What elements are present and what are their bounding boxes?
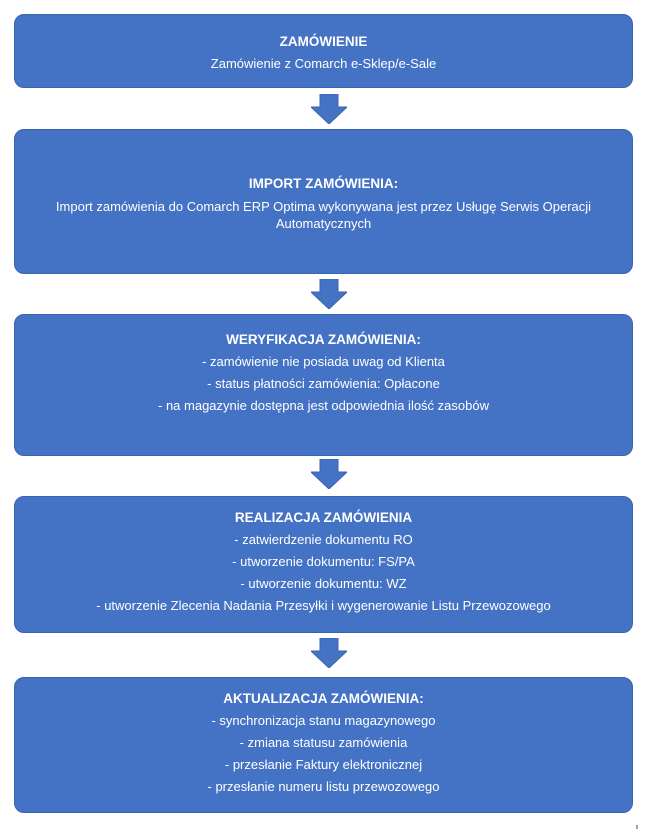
step-order-title: ZAMÓWIENIE [279, 34, 368, 49]
step-update [14, 677, 633, 813]
step-verification-title: WERYFIKACJA ZAMÓWIENIA: [226, 332, 421, 347]
step-realization-line-4: - utworzenie Zlecenia Nadania Przesyłki i wygenerowanie Listu Przewozowego [96, 598, 551, 613]
step-import-line: Import zamówienia do Comarch ERP Optima wykonywana jest przez Usługę Serwis Operacji Automatycznych [55, 199, 592, 231]
step-realization-line-2: - utworzenie dokumentu: FS/PA [232, 554, 415, 569]
step-verification-line-3: - na magazynie dostępna jest odpowiednia ilość zasobów [158, 398, 489, 413]
step-realization-title: REALIZACJA ZAMÓWIENIA [234, 510, 413, 525]
step-realization-line-3: - utworzenie dokumentu: WZ [240, 576, 407, 591]
step-order-line: Zamówienie z Comarch e-Sklep/e-Sale [210, 56, 437, 71]
step-order [14, 14, 633, 88]
divider [636, 825, 638, 829]
step-update-line-2: - zmiana statusu zamówienia [239, 735, 408, 750]
step-verification [14, 314, 633, 456]
step-import-title: IMPORT ZAMÓWIENIA: [248, 176, 399, 191]
down-arrow-icon [311, 459, 347, 489]
step-import [14, 129, 633, 274]
down-arrow-icon [311, 279, 347, 309]
step-update-line-3: - przesłanie Faktury elektronicznej [224, 757, 423, 772]
step-update-title: AKTUALIZACJA ZAMÓWIENIA: [223, 691, 424, 706]
step-realization-line-1: - zatwierdzenie dokumentu RO [234, 532, 413, 547]
step-verification-line-2: - status płatności zamówienia: Opłacone [207, 376, 440, 391]
down-arrow-icon [311, 94, 347, 124]
down-arrow-icon [311, 638, 347, 668]
step-realization [14, 496, 633, 633]
step-update-line-4: - przesłanie numeru listu przewozowego [207, 779, 440, 794]
step-update-line-1: - synchronizacja stanu magazynowego [211, 713, 436, 728]
step-verification-line-1: - zamówienie nie posiada uwag od Klienta [202, 354, 445, 369]
